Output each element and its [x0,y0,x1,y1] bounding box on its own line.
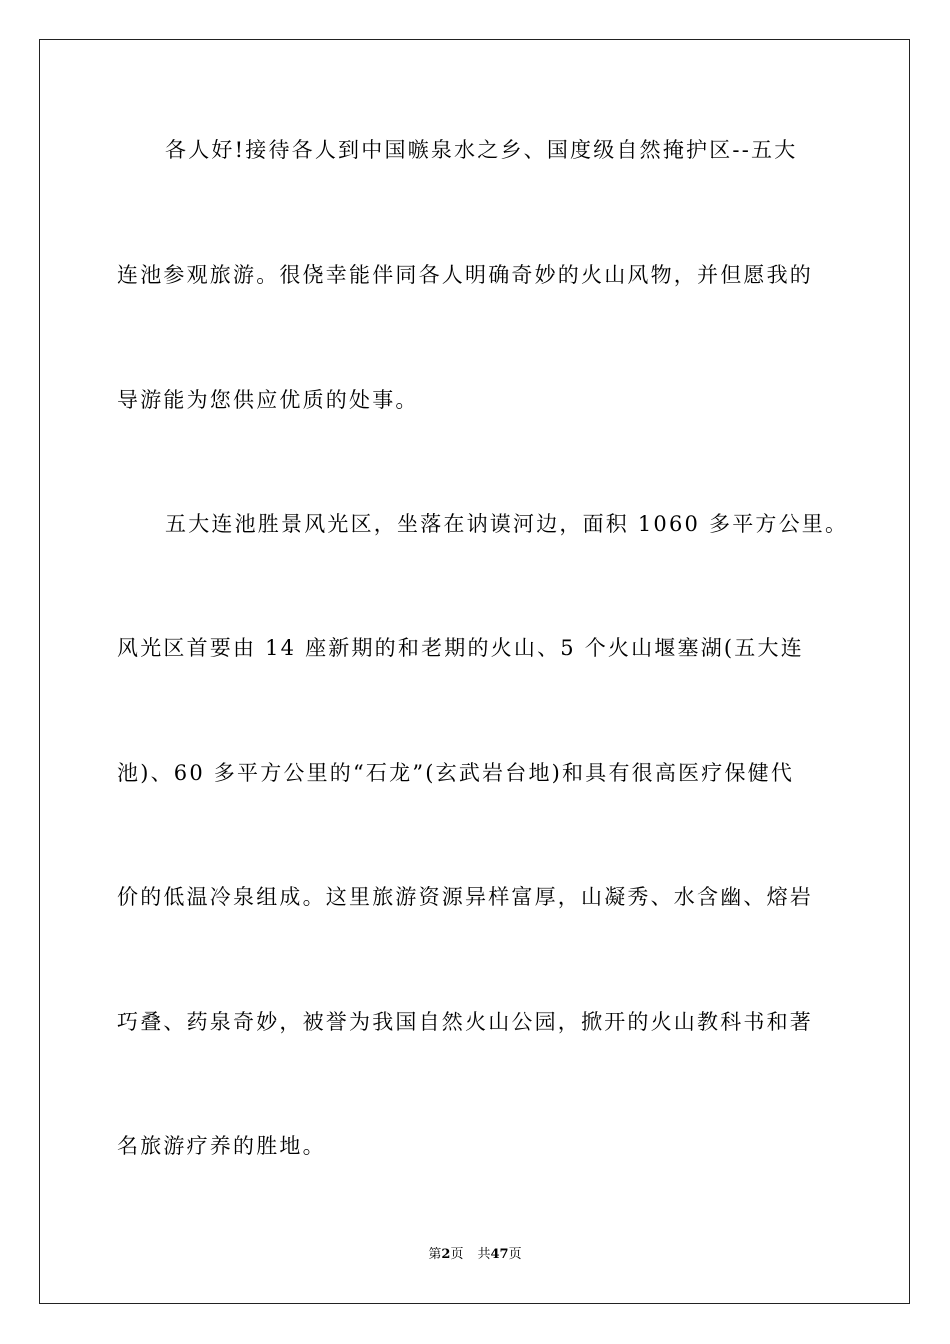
page-prefix: 第 [428,1247,442,1262]
paragraph-2-line-2: 风光区首要由 14 座新期的和老期的火山、5 个火山堰塞湖(五大连 [117,636,804,660]
paragraph-2-line-1: 五大连池胜景风光区，坐落在讷谟河边，面积 1060 多平方公里。 [165,512,849,536]
total-prefix: 共 [477,1247,491,1262]
page-footer [0,1247,950,1263]
paragraph-2-line-4: 价的低温冷泉组成。这里旅游资源异样富厚，山凝秀、水含幽、熔岩 [117,885,813,909]
page-number: 2 [441,1247,451,1262]
page-border [39,39,910,1304]
paragraph-2-line-6: 名旅游疗养的胜地。 [117,1134,326,1158]
paragraph-1-line-1: 各人好!接待各人到中国嗾泉水之乡、国度级自然掩护区--五大 [165,138,798,162]
paragraph-2-line-3: 池)、60 多平方公里的“石龙”(玄武岩台地)和具有很高医疗保健代 [117,761,795,785]
total-pages: 47 [490,1247,509,1262]
paragraph-1-line-3: 导游能为您供应优质的处事。 [117,388,419,412]
paragraph-2-line-5: 巧叠、药泉奇妙，被誉为我国自然火山公园，掀开的火山教科书和著 [117,1010,813,1034]
page-suffix: 页 [450,1247,464,1262]
paragraph-1-line-2: 连池参观旅游。很侥幸能伴同各人明确奇妙的火山风物，并但愿我的 [117,263,813,287]
total-suffix: 页 [508,1247,522,1262]
